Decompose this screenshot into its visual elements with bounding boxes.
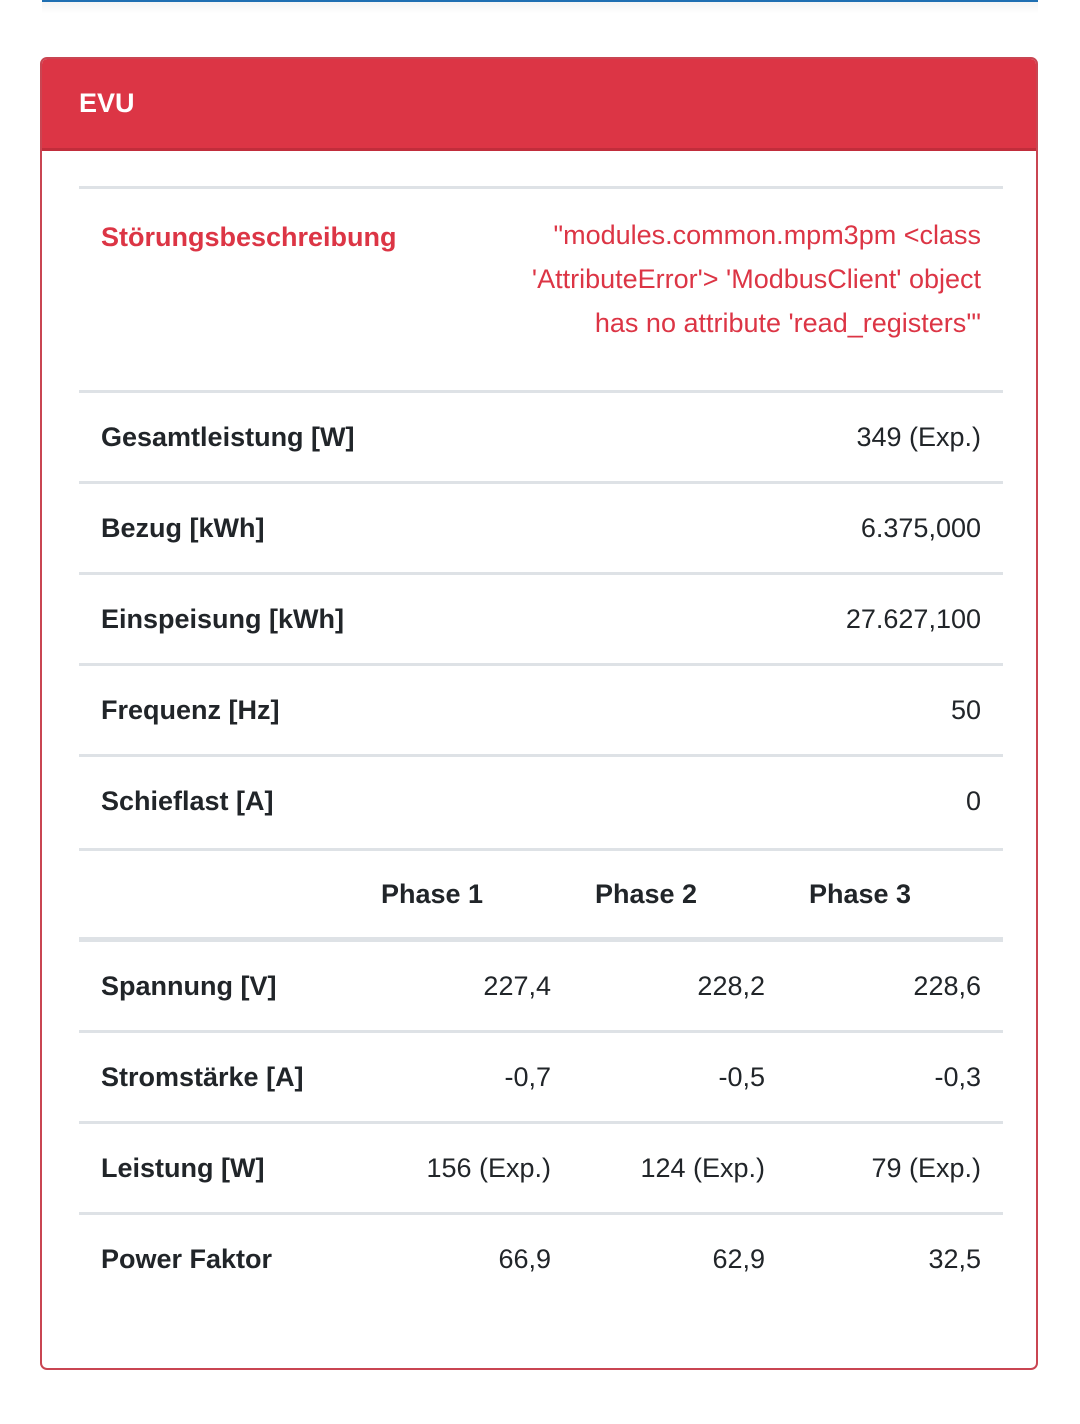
phase-row-stromstaerke [79,1032,1003,1123]
summary-row-bezug [79,483,1003,574]
phase-row-power-faktor [79,1214,1003,1304]
summary-value: 6.375,000 [419,483,1003,574]
phase-row-label: Spannung [V] [101,970,277,1001]
phase-header-row [79,850,1003,940]
summary-label: Frequenz [Hz] [79,665,419,756]
phase-row-spannung [79,940,1003,1032]
summary-value: 349 (Exp.) [419,392,1003,483]
summary-row-gesamtleistung [79,392,1003,483]
phase-header-3: Phase 3 [787,850,1003,940]
card-title: EVU [79,88,135,118]
phase-row-label: Stromstärke [A] [79,1032,359,1123]
phase-header-2: Phase 2 [573,850,787,940]
summary-value: 27.627,100 [419,574,1003,665]
card-header [42,59,1036,151]
summary-value: 0 [419,756,1003,846]
phase-1-value: 227,4 [483,970,551,1001]
phase-2-value: 62,9 [573,1214,787,1304]
phase-table [79,848,1003,1303]
summary-label: Einspeisung [kWh] [79,574,419,665]
summary-label: Bezug [kWh] [79,483,419,574]
phase-1-value: -0,7 [359,1032,573,1123]
top-divider-shadow [42,2,1038,14]
error-row [79,188,1003,392]
evu-card [40,57,1038,1370]
summary-table [79,186,1003,845]
phase-row-label: Leistung [W] [79,1123,359,1214]
summary-row-einspeisung [79,574,1003,665]
phase-3-value: -0,3 [787,1032,1003,1123]
phase-header-1: Phase 1 [359,850,573,940]
phase-2-value: -0,5 [573,1032,787,1123]
error-message: "modules.common.mpm3pm <class 'AttributeError'> 'ModbusClient' object has no attribute 'read_registers'" [419,188,1003,392]
summary-row-schieflast [79,756,1003,846]
phase-3-value: 228,6 [913,970,981,1001]
summary-label: Schieflast [A] [79,756,419,846]
phase-1-value: 156 (Exp.) [359,1123,573,1214]
phase-row-leistung [79,1123,1003,1214]
phase-2-value: 124 (Exp.) [573,1123,787,1214]
summary-label: Gesamtleistung [W] [79,392,419,483]
phase-1-value: 66,9 [359,1214,573,1304]
phase-header-empty [79,850,359,940]
summary-row-frequenz [79,665,1003,756]
phase-row-label: Power Faktor [79,1214,359,1304]
summary-value: 50 [419,665,1003,756]
phase-3-value: 32,5 [787,1214,1003,1304]
phase-2-value: 228,2 [697,970,765,1001]
error-label: Störungsbeschreibung [79,188,419,392]
phase-3-value: 79 (Exp.) [787,1123,1003,1214]
